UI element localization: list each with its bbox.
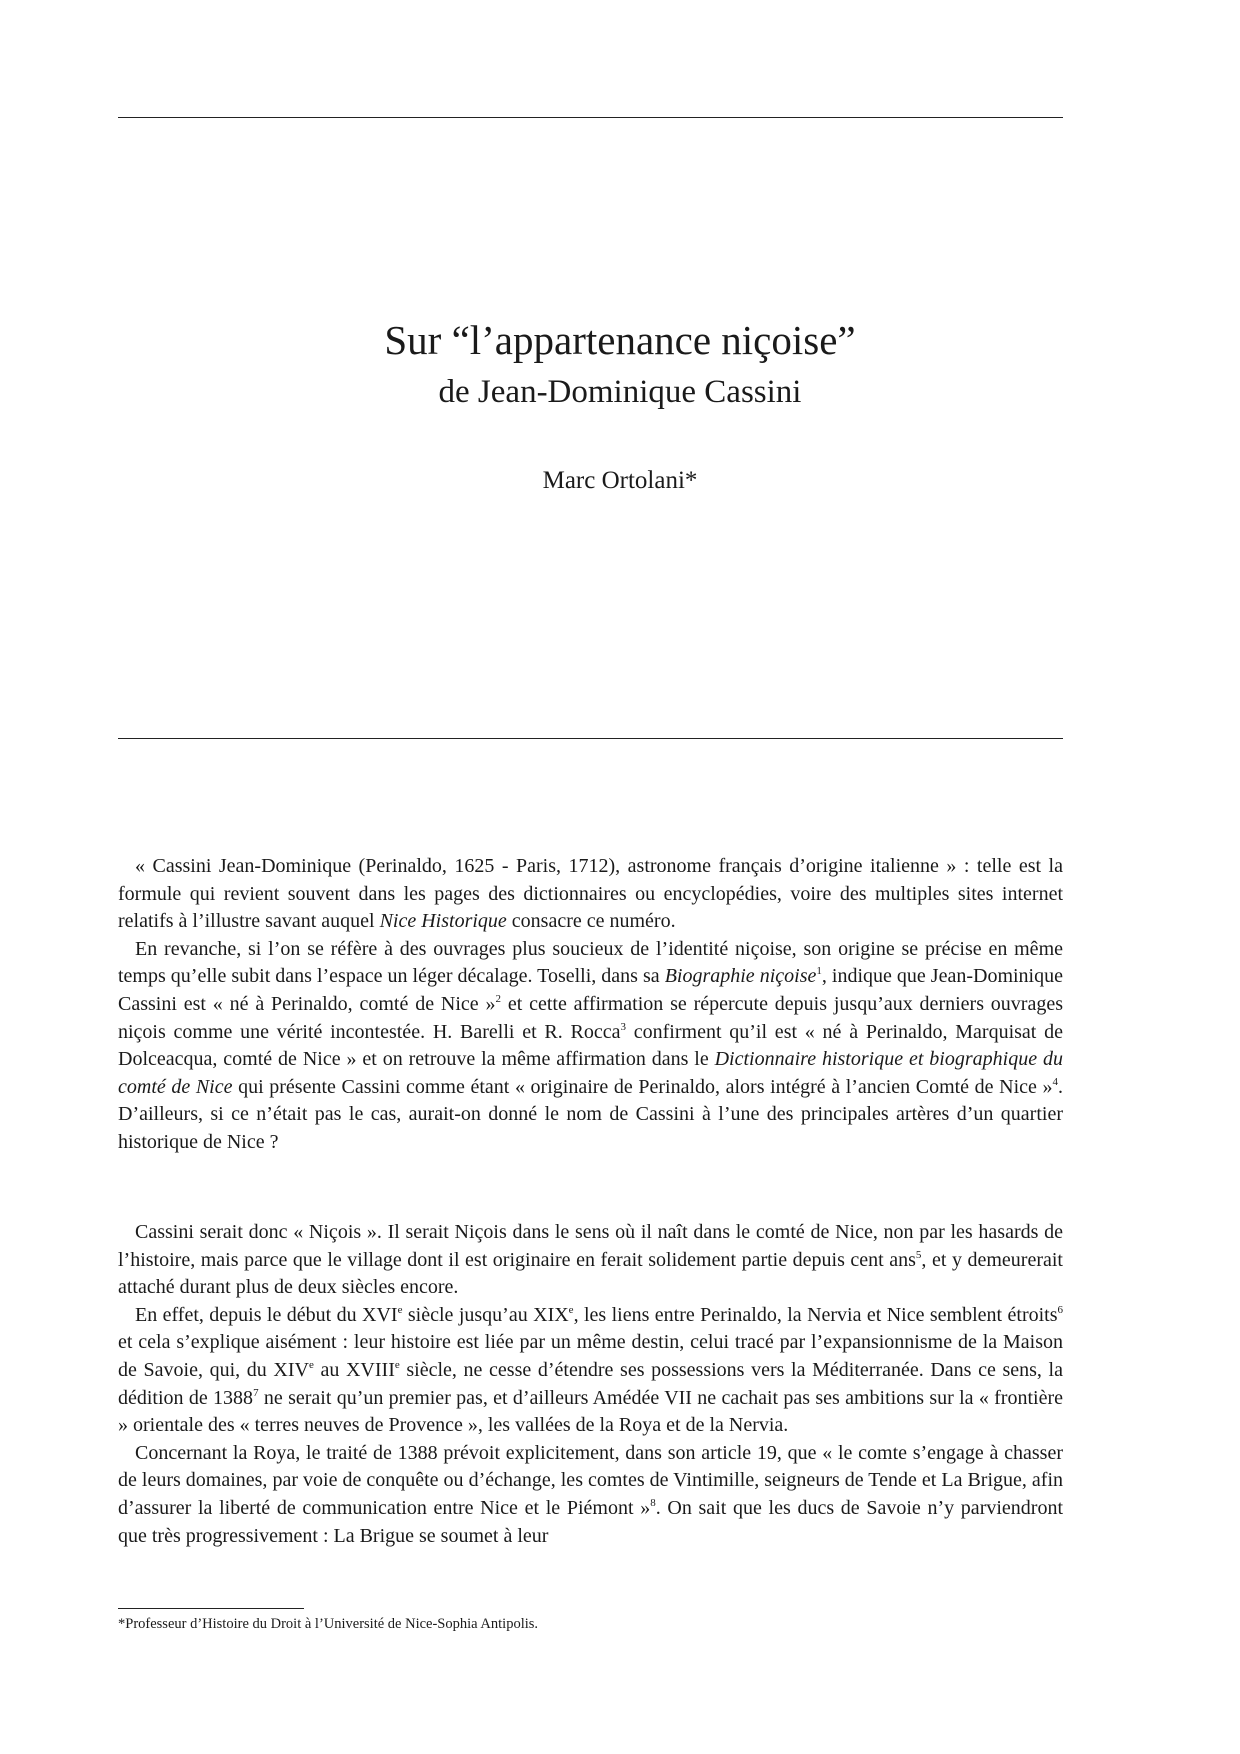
text-run: confirment qu’il est « né à Perinaldo, Marquisat de Dolceacqua, comté de Nice » et on retrouve la même affirmation dans le xyxy=(118,1020,1063,1071)
text-run: qui présente Cassini comme étant « originaire de Perinaldo, alors intégré à l’ancien Comté de Nice » xyxy=(232,1075,1053,1098)
middle-rule xyxy=(118,738,1063,739)
footnote-ref: 6 xyxy=(1057,1303,1064,1316)
text-run: siècle, ne cesse d’étendre ses possessions vers la Méditerranée. Dans ce sens, la dédition de 1388 xyxy=(118,1358,1063,1409)
italic-title: Nice Historique xyxy=(379,910,507,933)
text-run: En effet, depuis le début du XVI xyxy=(135,1303,398,1326)
text-run: « Cassini Jean-Dominique (Perinaldo, 1625 - Paris, 1712), astronome français d’origine italienne » : telle est la formule qui revient souvent dans les pages des dictionnaires ou encyclopédies, voire des multiples sites internet relatifs à l’illustre savant auquel xyxy=(118,855,1063,933)
footnote-ref: 3 xyxy=(620,1020,626,1033)
footnote-ref: 7 xyxy=(253,1386,259,1399)
footnote-ref: e xyxy=(568,1303,574,1316)
footnote-ref: 8 xyxy=(650,1496,656,1509)
footnote-ref: 1 xyxy=(816,965,822,978)
footnote-rule xyxy=(118,1608,304,1609)
footnote-ref: 2 xyxy=(495,992,501,1005)
text-run: , et y demeurerait attaché durant plus de deux siècles encore. xyxy=(118,1248,1063,1299)
text-run: . D’ailleurs, si ce n’était pas le cas, aurait-on donné le nom de Cassini à l’une des principales artères d’un quartier historique de Nice ? xyxy=(118,1075,1063,1153)
body-section-1 xyxy=(118,853,1063,1157)
paragraph xyxy=(118,853,1063,936)
text-run: , indique que Jean-Dominique Cassini est « né à Perinaldo, comté de Nice » xyxy=(118,965,1063,1015)
body-section-2 xyxy=(118,1219,1063,1550)
text-run: Cassini serait donc « Niçois ». Il serait Niçois dans le sens où il naît dans le comté de Nice, non par les hasards de l’histoire, mais parce que le village dont il est originaire en ferait solidement partie depuis cent ans xyxy=(118,1221,1063,1271)
text-run: siècle jusqu’au XIX xyxy=(402,1303,569,1326)
footnote-ref: e xyxy=(394,1358,400,1371)
article-subtitle: de Jean-Dominique Cassini xyxy=(438,374,802,410)
footnote-ref: 4 xyxy=(1052,1075,1058,1088)
text-run: au XVIII xyxy=(313,1358,395,1381)
paragraph xyxy=(118,1440,1063,1550)
article-title: Sur “l’appartenance niçoise” xyxy=(384,317,856,363)
footnote-ref: e xyxy=(397,1303,403,1316)
paragraph xyxy=(118,1219,1063,1302)
text-run: En revanche, si l’on se réfère à des ouvrages plus soucieux de l’identité niçoise, son origine se précise en même temps qu’elle subit dans l’espace un léger décalage. Toselli, dans sa xyxy=(118,937,1063,988)
text-run: . On sait que les ducs de Savoie n’y parviendront que très progressivement : La Brigue se soumet à leur xyxy=(118,1496,1063,1547)
text-run: consacre ce numéro. xyxy=(506,910,676,933)
paragraph xyxy=(118,1302,1063,1440)
footnote: *Professeur d’Histoire du Droit à l’Université de Nice-Sophia Antipolis. xyxy=(118,1616,539,1632)
author-name: Marc Ortolani* xyxy=(542,467,698,494)
text-run: ne serait qu’un premier pas, et d’ailleurs Amédée VII ne cachait pas ses ambitions sur la « frontière » orientale des « terres neuves de Provence », les vallées de la Roya et de la Nervia. xyxy=(118,1386,1063,1437)
top-rule xyxy=(118,117,1063,118)
text-run: et cette affirmation se répercute depuis jusqu’aux derniers ouvrages niçois comme une vérité incontestée. H. Barelli et R. Rocca xyxy=(118,992,1064,1043)
text-run: Concernant la Roya, le traité de 1388 prévoit explicitement, dans son article 19, que « le comte s’engage à chasser de leurs domaines, par voie de conquête ou d’échange, les comtes de Vintimille, seigneurs de Tende et La Brigue, afin d’assurer la liberté de communication entre Nice et le Piémont » xyxy=(118,1441,1063,1519)
text-run: , les liens entre Perinaldo, la Nervia et Nice semblent étroits xyxy=(573,1303,1058,1326)
text-run: et cela s’explique aisément : leur histoire est liée par un même destin, celui tracé par l’expansionnisme de la Maison de Savoie, qui, du XIV xyxy=(118,1331,1063,1381)
paragraph xyxy=(118,936,1063,1157)
italic-title: Biographie niçoise xyxy=(664,965,817,988)
footnote-ref: e xyxy=(308,1358,314,1371)
footnote-ref: 5 xyxy=(915,1248,922,1261)
italic-title: Dictionnaire historique et biographique du comté de Nice xyxy=(118,1048,1063,1098)
